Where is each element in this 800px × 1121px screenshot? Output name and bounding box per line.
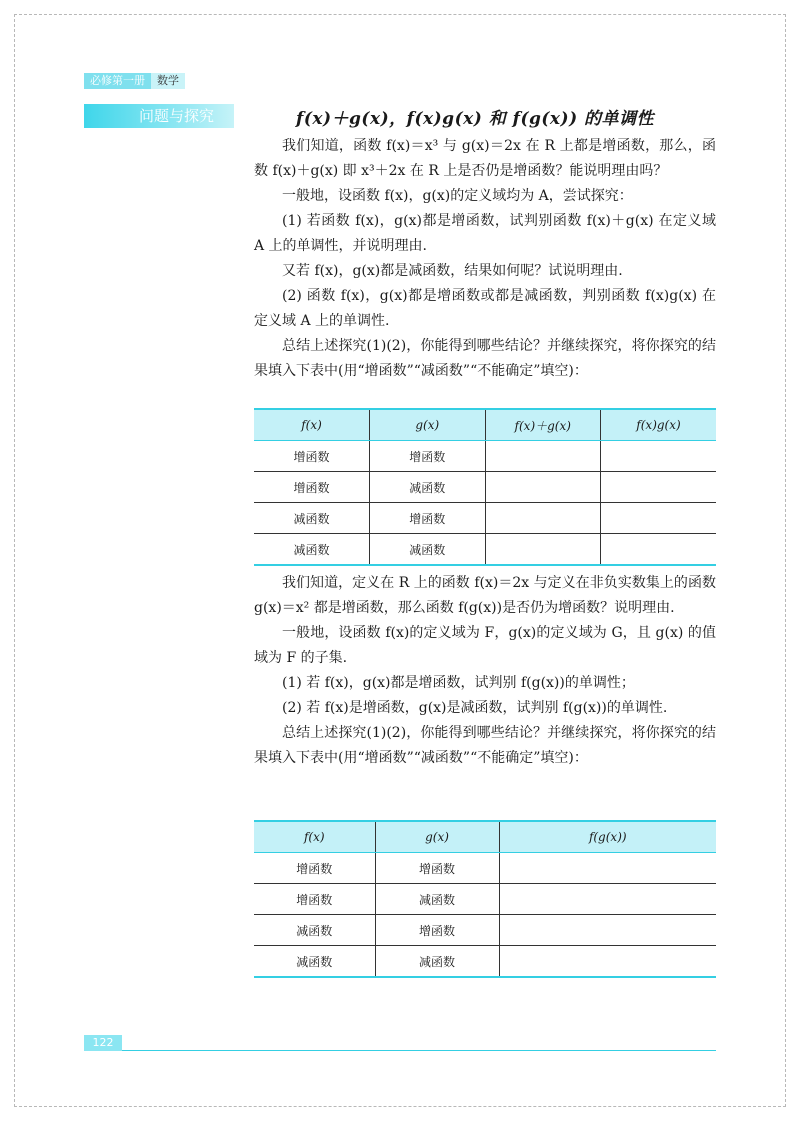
paragraph: 总结上述探究(1)(2)，你能得到哪些结论？并继续探究，将你探究的结果填入下表中(用“增函数”“减函数”“不能确定”填空)： [254,725,716,766]
paragraph: (2) 若 f(x)是增函数，g(x)是减函数，试判别 f(g(x))的单调性. [282,700,668,716]
page-number: 122 [84,1035,122,1051]
table-cell: 增函数 [254,853,375,884]
table-cell: 增函数 [370,503,486,534]
answer-cell[interactable] [601,472,717,503]
table-row [254,915,716,946]
table-row [254,472,716,503]
table-cell: 增函数 [375,915,499,946]
paragraph: 一般地，设函数 f(x)，g(x)的定义域均为 A，尝试探究： [282,188,633,204]
table-header-row [254,409,716,441]
table-header: f(x) [254,409,370,441]
book-volume-tag: 必修第一册 [84,73,151,89]
monotonicity-table-2 [254,820,716,978]
part2-text [254,571,716,771]
table-header: f(x)＋g(x) [485,409,601,441]
table-cell: 减函数 [370,534,486,566]
table-cell: 减函数 [375,946,499,978]
answer-cell[interactable] [485,503,601,534]
table-cell: 增函数 [254,441,370,472]
table-header: f(x) [254,821,375,853]
table-cell: 减函数 [254,534,370,566]
table-row [254,884,716,915]
table-header: f(g(x)) [499,821,716,853]
paragraph: (1) 若函数 f(x)，g(x)都是增函数，试判别函数 f(x)＋g(x) 在定义域 A 上的单调性，并说明理由. [254,213,716,254]
table-cell: 增函数 [375,853,499,884]
table-header: g(x) [370,409,486,441]
table-cell: 减函数 [254,915,375,946]
table-cell: 减函数 [254,946,375,978]
paragraph: (1) 若 f(x)，g(x)都是增函数，试判别 f(g(x))的单调性； [282,675,635,691]
paragraph: (2) 函数 f(x)，g(x)都是增函数或都是减函数，判别函数 f(x)g(x) 在定义域 A 上的单调性. [254,288,716,329]
monotonicity-table-1 [254,408,716,566]
answer-cell[interactable] [601,503,717,534]
table-cell: 减函数 [370,472,486,503]
part1-text [254,134,716,384]
table-cell: 增函数 [254,472,370,503]
table-header: f(x)g(x) [601,409,717,441]
paragraph: 又若 f(x)，g(x)都是减函数，结果如何呢？试说明理由. [282,263,623,279]
table-header-row [254,821,716,853]
answer-cell[interactable] [601,441,717,472]
table-row [254,853,716,884]
answer-cell[interactable] [499,946,716,978]
answer-cell[interactable] [485,534,601,566]
footer-divider [122,1050,716,1051]
paragraph: 我们知道，函数 f(x)＝x³ 与 g(x)＝2x 在 R 上都是增函数，那么，函数 f(x)＋g(x) 即 x³＋2x 在 R 上是否仍是增函数？能说明理由吗？ [254,138,716,179]
table-row [254,503,716,534]
table-row [254,534,716,566]
table-row [254,441,716,472]
answer-cell[interactable] [485,441,601,472]
topic-title: f(x)＋g(x)，f(x)g(x) 和 f(g(x)) 的单调性 [296,109,655,129]
table-cell: 增函数 [254,884,375,915]
book-subject-tag: 数学 [151,73,185,89]
paragraph: 总结上述探究(1)(2)，你能得到哪些结论？并继续探究，将你探究的结果填入下表中(用“增函数”“减函数”“不能确定”填空)： [254,338,716,379]
section-banner: 问题与探究 [84,104,234,128]
answer-cell[interactable] [499,853,716,884]
table-header: g(x) [375,821,499,853]
table-cell: 减函数 [375,884,499,915]
answer-cell[interactable] [601,534,717,566]
book-tag [84,73,185,89]
answer-cell[interactable] [499,884,716,915]
table-cell: 增函数 [370,441,486,472]
answer-cell[interactable] [485,472,601,503]
table-row [254,946,716,978]
paragraph: 一般地，设函数 f(x)的定义域为 F，g(x)的定义域为 G，且 g(x) 的值域为 F 的子集. [254,625,716,666]
table-cell: 减函数 [254,503,370,534]
paragraph: 我们知道，定义在 R 上的函数 f(x)＝2x 与定义在非负实数集上的函数 g(x)＝x² 都是增函数，那么函数 f(g(x))是否仍为增函数？说明理由. [254,575,716,616]
answer-cell[interactable] [499,915,716,946]
